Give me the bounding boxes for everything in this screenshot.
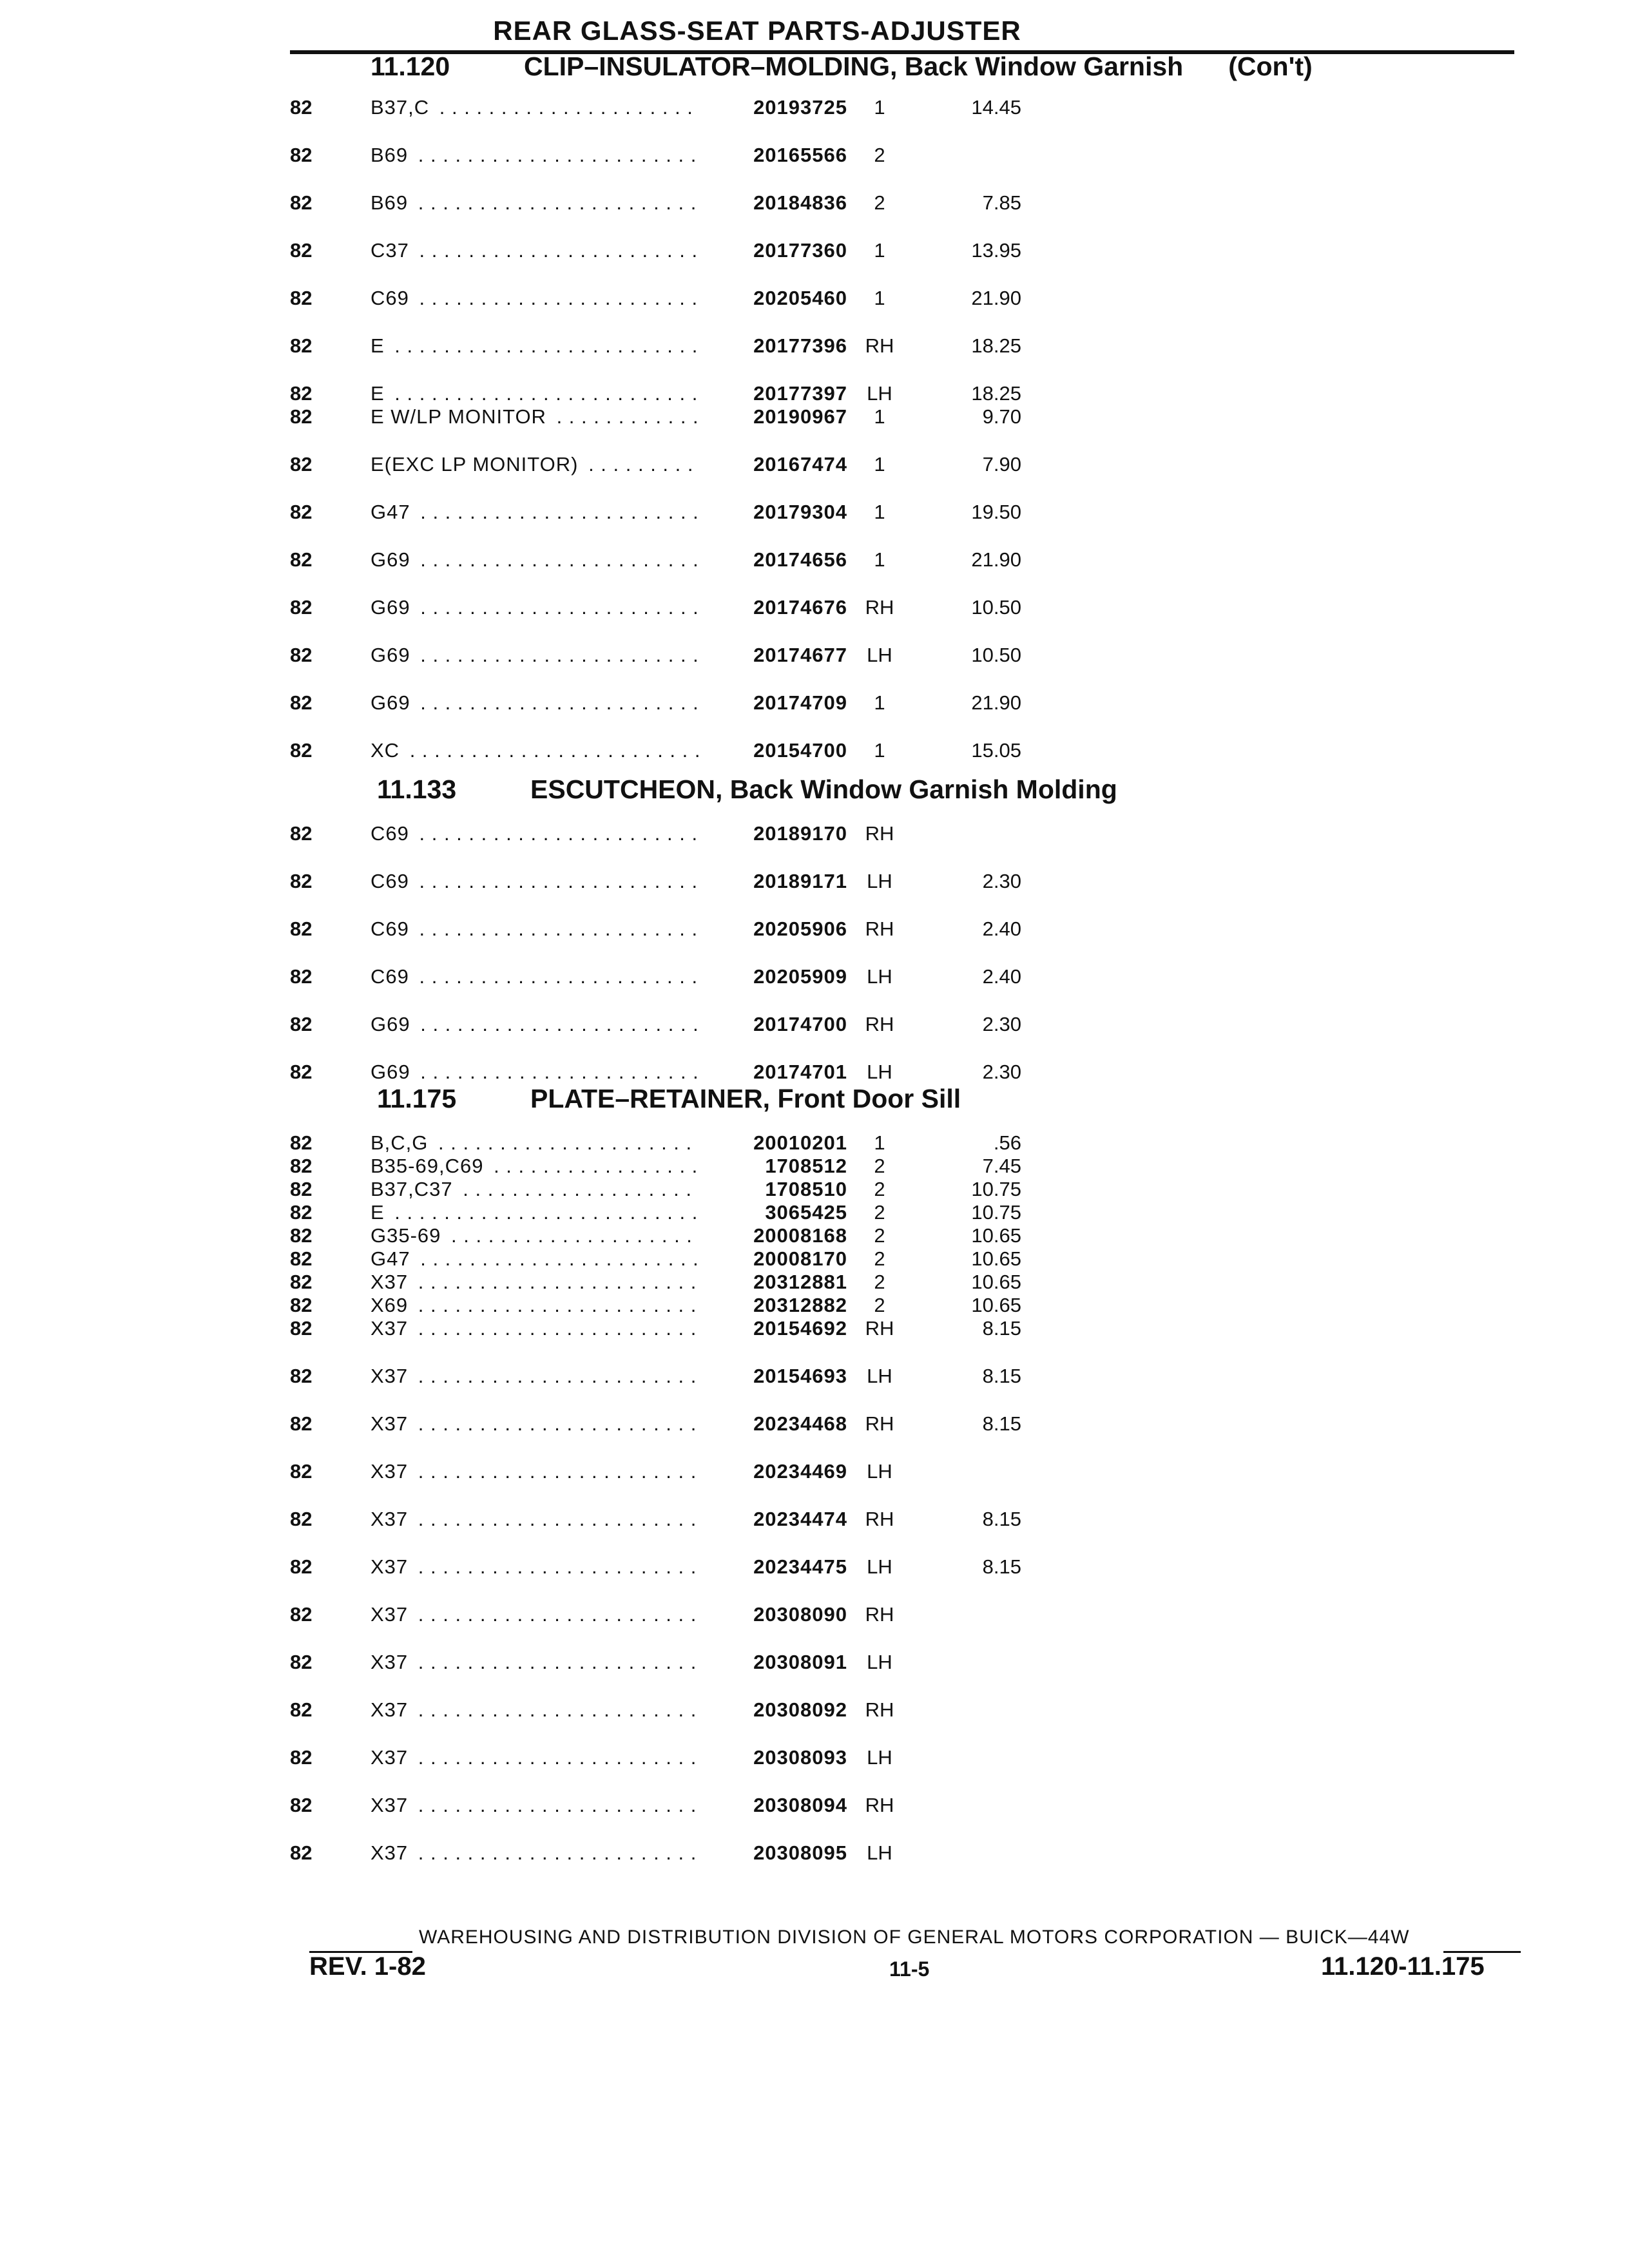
part-number: 20177360	[753, 239, 847, 262]
body-model-text: C69	[371, 918, 413, 940]
table-row	[0, 1200, 1629, 1224]
quantity: 1	[874, 1131, 885, 1154]
body-model	[371, 238, 699, 262]
model-year: 82	[290, 1746, 313, 1769]
table-row	[0, 1650, 1629, 1698]
quantity: 1	[874, 548, 885, 571]
body-model-text: C69	[371, 822, 413, 845]
part-number: 20205906	[753, 918, 847, 940]
model-year: 82	[290, 1271, 313, 1293]
part-number: 20174676	[753, 596, 847, 619]
revision-label: REV. 1-82	[309, 1952, 426, 1981]
quantity: 2	[874, 1271, 885, 1293]
part-number: 20154700	[753, 739, 847, 762]
price: 15.05	[971, 739, 1021, 762]
model-year: 82	[290, 1412, 313, 1435]
part-number: 20165566	[753, 144, 847, 166]
body-model	[371, 1555, 699, 1579]
body-model	[371, 286, 699, 310]
body-model	[371, 405, 699, 428]
body-model-text: G35-69	[371, 1224, 445, 1247]
part-number: 20174700	[753, 1013, 847, 1035]
part-number: 20008168	[753, 1224, 847, 1247]
table-row	[0, 1316, 1629, 1364]
body-model	[371, 691, 699, 715]
body-model-text: G69	[371, 1061, 414, 1083]
body-model-text: G69	[371, 644, 414, 666]
body-model-text: E(EXC LP MONITOR)	[371, 453, 582, 476]
body-model-text: X69	[371, 1294, 412, 1316]
model-year: 82	[290, 334, 313, 357]
quantity: 1	[874, 405, 885, 428]
part-number: 20312882	[753, 1294, 847, 1316]
price: 7.85	[982, 191, 1021, 214]
table-row	[0, 405, 1629, 452]
price: 2.40	[982, 918, 1021, 940]
body-model-text: X37	[371, 1412, 412, 1435]
section-heading: CLIP–INSULATOR–MOLDING, Back Window Garnish	[524, 52, 1184, 81]
price: 10.65	[971, 1271, 1021, 1293]
price: 2.40	[982, 965, 1021, 988]
section-continued: (Con't)	[1228, 52, 1313, 81]
table-row	[0, 143, 1629, 191]
model-year: 82	[290, 870, 313, 892]
model-year: 82	[290, 1365, 313, 1387]
table-row	[0, 643, 1629, 691]
quantity: RH	[865, 334, 894, 357]
body-model	[371, 1745, 699, 1769]
quantity: 2	[874, 1294, 885, 1316]
body-model	[371, 917, 699, 941]
body-model-text: X37	[371, 1508, 412, 1530]
body-model	[371, 965, 699, 988]
part-number: 20189170	[753, 822, 847, 845]
body-model-text: B69	[371, 191, 412, 214]
body-model	[371, 738, 699, 762]
table-row	[0, 595, 1629, 643]
price: 10.50	[971, 596, 1021, 619]
table-row	[0, 869, 1629, 917]
model-year: 82	[290, 405, 313, 428]
quantity: LH	[867, 1746, 892, 1769]
body-model-text: E W/LP MONITOR	[371, 405, 550, 428]
quantity: LH	[867, 1555, 892, 1578]
table-row	[0, 548, 1629, 595]
price: 10.65	[971, 1294, 1021, 1316]
body-model-text: C69	[371, 965, 413, 988]
part-number: 1708510	[765, 1178, 847, 1200]
body-model	[371, 548, 699, 572]
price: 2.30	[982, 870, 1021, 892]
part-number: 20205460	[753, 287, 847, 309]
model-year: 82	[290, 96, 313, 119]
price: 2.30	[982, 1013, 1021, 1035]
price: 8.15	[982, 1508, 1021, 1530]
quantity: LH	[867, 965, 892, 988]
part-number: 20308091	[753, 1651, 847, 1673]
part-number: 20193725	[753, 96, 847, 119]
table-row	[0, 500, 1629, 548]
price: 8.15	[982, 1317, 1021, 1340]
price: 18.25	[971, 382, 1021, 405]
part-number: 20190967	[753, 405, 847, 428]
quantity: RH	[865, 918, 894, 940]
quantity: LH	[867, 1460, 892, 1483]
body-model-text: X37	[371, 1651, 412, 1673]
model-year: 82	[290, 548, 313, 571]
table-row	[0, 917, 1629, 965]
body-model-text: X37	[371, 1698, 412, 1721]
price: 7.45	[982, 1155, 1021, 1177]
price: 8.15	[982, 1412, 1021, 1435]
body-model-text: G69	[371, 691, 414, 714]
body-model-text: G69	[371, 1013, 414, 1035]
body-model-text: G69	[371, 596, 414, 619]
model-year: 82	[290, 1794, 313, 1816]
quantity: 1	[874, 691, 885, 714]
table-row	[0, 1224, 1629, 1247]
part-number: 20308094	[753, 1794, 847, 1816]
body-model-text: E	[371, 1201, 389, 1224]
body-model-text: X37	[371, 1555, 412, 1578]
model-year: 82	[290, 1131, 313, 1154]
price: 8.15	[982, 1555, 1021, 1578]
section-number: 11.175	[377, 1084, 457, 1113]
body-model	[371, 1412, 699, 1436]
part-number: 20234468	[753, 1412, 847, 1435]
table-row	[0, 1364, 1629, 1412]
body-model	[371, 869, 699, 893]
model-year: 82	[290, 1603, 313, 1626]
section-heading: ESCUTCHEON, Back Window Garnish Molding	[530, 774, 1117, 804]
body-model-text: X37	[371, 1841, 412, 1864]
body-model-text: B,C,G	[371, 1131, 432, 1154]
body-model-text: E	[371, 334, 389, 357]
section-range: 11.120-11.175	[1321, 1952, 1485, 1981]
quantity: LH	[867, 1061, 892, 1083]
quantity: RH	[865, 1698, 894, 1721]
table-row	[0, 1459, 1629, 1507]
table-row	[0, 965, 1629, 1012]
part-number: 20308090	[753, 1603, 847, 1626]
price: 10.50	[971, 644, 1021, 666]
body-model-text: C69	[371, 870, 413, 892]
page-header	[290, 12, 1514, 54]
body-model-text: C69	[371, 287, 413, 309]
model-year: 82	[290, 287, 313, 309]
table-row	[0, 1412, 1629, 1459]
body-model-text: XC	[371, 739, 403, 762]
body-model	[371, 643, 699, 667]
part-number: 20308092	[753, 1698, 847, 1721]
part-number: 20312881	[753, 1271, 847, 1293]
quantity: 2	[874, 191, 885, 214]
quantity: LH	[867, 1841, 892, 1864]
body-model	[371, 1293, 699, 1317]
model-year: 82	[290, 501, 313, 523]
quantity: 2	[874, 1247, 885, 1270]
body-model-text: X37	[371, 1603, 412, 1626]
part-number: 20189171	[753, 870, 847, 892]
part-number: 1708512	[765, 1155, 847, 1177]
quantity: 2	[874, 1224, 885, 1247]
price: 9.70	[982, 405, 1021, 428]
quantity: 1	[874, 239, 885, 262]
part-number: 20179304	[753, 501, 847, 523]
table-row	[0, 1131, 1629, 1155]
body-model	[371, 1698, 699, 1722]
body-model	[371, 1247, 699, 1271]
price: 14.45	[971, 96, 1021, 119]
body-model	[371, 1841, 699, 1865]
footer-division: WAREHOUSING AND DISTRIBUTION DIVISION OF GENERAL MOTORS CORPORATION — BUICK—44W	[419, 1927, 1410, 1948]
model-year: 82	[290, 1294, 313, 1316]
quantity: LH	[867, 382, 892, 405]
model-year: 82	[290, 1061, 313, 1083]
quantity: RH	[865, 1794, 894, 1816]
quantity: 1	[874, 501, 885, 523]
body-model	[371, 595, 699, 619]
part-number: 20234475	[753, 1555, 847, 1578]
quantity: RH	[865, 1508, 894, 1530]
quantity: LH	[867, 1651, 892, 1673]
quantity: RH	[865, 1013, 894, 1035]
body-model-text: B37,C37	[371, 1178, 457, 1200]
model-year: 82	[290, 1555, 313, 1578]
model-year: 82	[290, 644, 313, 666]
table-row	[0, 1293, 1629, 1317]
part-number: 20154692	[753, 1317, 847, 1340]
model-year: 82	[290, 1178, 313, 1200]
table-row	[0, 1555, 1629, 1602]
table-row	[0, 238, 1629, 286]
quantity: 2	[874, 144, 885, 166]
body-model-text: X37	[371, 1271, 412, 1293]
quantity: LH	[867, 870, 892, 892]
model-year: 82	[290, 965, 313, 988]
quantity: RH	[865, 822, 894, 845]
table-row	[0, 191, 1629, 238]
body-model-text: G47	[371, 1247, 414, 1270]
body-model	[371, 822, 699, 845]
model-year: 82	[290, 1013, 313, 1035]
body-model-text: E	[371, 382, 389, 405]
body-model-text: B35-69,C69	[371, 1155, 487, 1177]
table-row	[0, 1698, 1629, 1745]
part-number: 20177396	[753, 334, 847, 357]
body-model	[371, 191, 699, 215]
part-number: 3065425	[765, 1201, 847, 1224]
body-model	[371, 500, 699, 524]
quantity: LH	[867, 644, 892, 666]
model-year: 82	[290, 191, 313, 214]
table-row	[0, 1177, 1629, 1201]
part-number: 20234474	[753, 1508, 847, 1530]
model-year: 82	[290, 596, 313, 619]
part-number: 20167474	[753, 453, 847, 476]
price: 10.65	[971, 1247, 1021, 1270]
body-model-text: B69	[371, 144, 412, 166]
price: 19.50	[971, 501, 1021, 523]
part-number: 20234469	[753, 1460, 847, 1483]
model-year: 82	[290, 1460, 313, 1483]
quantity: RH	[865, 1412, 894, 1435]
model-year: 82	[290, 822, 313, 845]
body-model	[371, 1364, 699, 1388]
body-model	[371, 1793, 699, 1817]
model-year: 82	[290, 453, 313, 476]
quantity: RH	[865, 1317, 894, 1340]
part-number: 20308095	[753, 1841, 847, 1864]
body-model-text: X37	[371, 1460, 412, 1483]
body-model	[371, 1154, 699, 1178]
table-row	[0, 1154, 1629, 1178]
quantity: RH	[865, 596, 894, 619]
table-row	[0, 1247, 1629, 1271]
body-model	[371, 95, 699, 119]
part-number: 20174709	[753, 691, 847, 714]
model-year: 82	[290, 1698, 313, 1721]
part-number: 20184836	[753, 191, 847, 214]
quantity: 1	[874, 287, 885, 309]
body-model	[371, 1224, 699, 1247]
quantity: 1	[874, 96, 885, 119]
price: 13.95	[971, 239, 1021, 262]
price: 18.25	[971, 334, 1021, 357]
part-number: 20154693	[753, 1365, 847, 1387]
model-year: 82	[290, 1841, 313, 1864]
body-model-text: X37	[371, 1317, 412, 1340]
section-title	[377, 773, 1117, 805]
model-year: 82	[290, 1224, 313, 1247]
quantity: 2	[874, 1155, 885, 1177]
table-row	[0, 452, 1629, 500]
model-year: 82	[290, 1508, 313, 1530]
body-model-text: X37	[371, 1794, 412, 1816]
table-row	[0, 381, 1629, 405]
table-row	[0, 1745, 1629, 1793]
price: 10.75	[971, 1178, 1021, 1200]
part-number: 20205909	[753, 965, 847, 988]
body-model	[371, 143, 699, 167]
quantity: RH	[865, 1603, 894, 1626]
quantity: LH	[867, 1365, 892, 1387]
model-year: 82	[290, 1651, 313, 1673]
body-model	[371, 1459, 699, 1483]
price: 7.90	[982, 453, 1021, 476]
section-title	[371, 50, 1313, 82]
body-model	[371, 1507, 699, 1531]
part-number: 20308093	[753, 1746, 847, 1769]
body-model	[371, 1200, 699, 1224]
body-model-text: G47	[371, 501, 414, 523]
model-year: 82	[290, 382, 313, 405]
body-model-text: C37	[371, 239, 413, 262]
body-model-text: G69	[371, 548, 414, 571]
body-model	[371, 334, 699, 358]
body-model	[371, 1602, 699, 1626]
body-model	[371, 1177, 699, 1201]
price: 21.90	[971, 287, 1021, 309]
price: 21.90	[971, 548, 1021, 571]
section-heading: PLATE–RETAINER, Front Door Sill	[530, 1084, 961, 1113]
part-number: 20174656	[753, 548, 847, 571]
price: .56	[993, 1131, 1021, 1154]
price: 21.90	[971, 691, 1021, 714]
part-number: 20174701	[753, 1061, 847, 1083]
section-title	[377, 1082, 961, 1115]
quantity: 1	[874, 453, 885, 476]
model-year: 82	[290, 739, 313, 762]
table-row	[0, 1602, 1629, 1650]
body-model	[371, 1270, 699, 1294]
quantity: 1	[874, 739, 885, 762]
model-year: 82	[290, 691, 313, 714]
table-row	[0, 1270, 1629, 1294]
table-row	[0, 1793, 1629, 1841]
body-model-text: B37,C	[371, 96, 433, 119]
page-number: 11-5	[889, 1957, 930, 1981]
quantity: 2	[874, 1201, 885, 1224]
part-number: 20174677	[753, 644, 847, 666]
table-row	[0, 822, 1629, 869]
table-row	[0, 286, 1629, 334]
body-model	[371, 1060, 699, 1084]
body-model-text: X37	[371, 1365, 412, 1387]
table-row	[0, 1507, 1629, 1555]
price: 10.75	[971, 1201, 1021, 1224]
section-number: 11.133	[377, 774, 457, 804]
price: 10.65	[971, 1224, 1021, 1247]
body-model	[371, 381, 699, 405]
part-number: 20010201	[753, 1131, 847, 1154]
body-model	[371, 1650, 699, 1674]
price: 8.15	[982, 1365, 1021, 1387]
table-row	[0, 691, 1629, 738]
model-year: 82	[290, 239, 313, 262]
part-number: 20177397	[753, 382, 847, 405]
body-model	[371, 1131, 699, 1155]
table-row	[0, 1841, 1629, 1888]
model-year: 82	[290, 918, 313, 940]
model-year: 82	[290, 1317, 313, 1340]
table-row	[0, 334, 1629, 381]
body-model	[371, 452, 699, 476]
body-model	[371, 1012, 699, 1036]
section-number: 11.120	[371, 52, 450, 81]
model-year: 82	[290, 1201, 313, 1224]
model-year: 82	[290, 144, 313, 166]
page-title: REAR GLASS-SEAT PARTS-ADJUSTER	[493, 15, 1021, 46]
body-model	[371, 1316, 699, 1340]
body-model-text: X37	[371, 1746, 412, 1769]
table-row	[0, 1012, 1629, 1060]
price: 2.30	[982, 1061, 1021, 1083]
model-year: 82	[290, 1247, 313, 1270]
quantity: 2	[874, 1178, 885, 1200]
model-year: 82	[290, 1155, 313, 1177]
part-number: 20008170	[753, 1247, 847, 1270]
table-row	[0, 95, 1629, 143]
